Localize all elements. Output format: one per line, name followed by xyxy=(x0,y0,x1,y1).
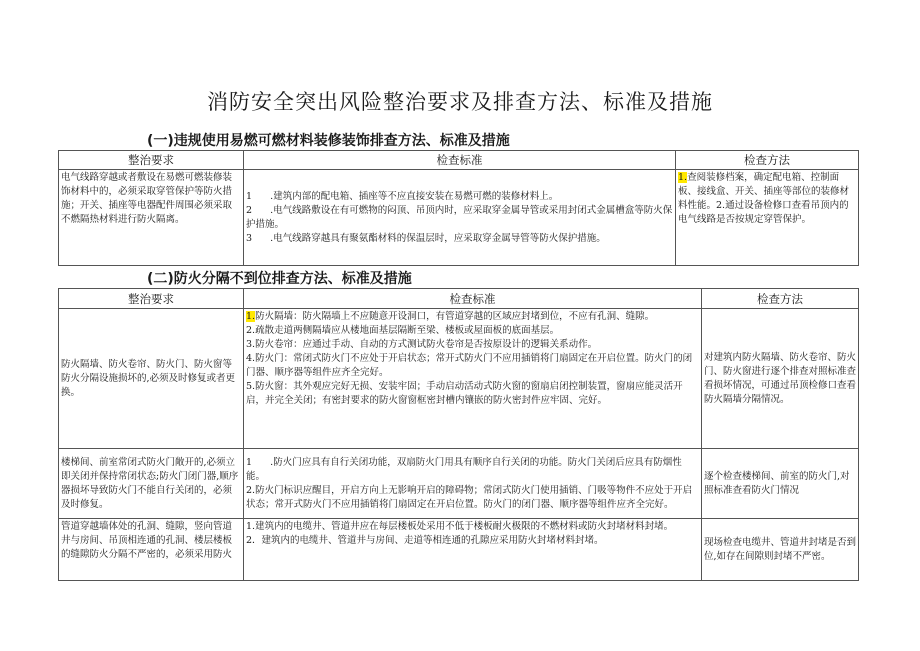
criteria-item: 4.防火门：常闭式防火门不应处于开启状态；常开式防火门不应用插销将门扇固定在开启位置。防火门的闭门器、顺序器等组件应齐全完好。 xyxy=(246,353,693,378)
section-2-table xyxy=(58,288,859,581)
criteria-item: 2.疏散走道两侧隔墙应从楼地面基层隔断至梁、楼板或屋面板的底面基层。 xyxy=(246,325,560,336)
criteria-item: 1 .防火门应具有自行关闭功能，双扇防火门用具有顺序自行关闭的功能。防火门关闭后应具有防烟性能。 xyxy=(246,456,682,482)
criteria-item: 2.防火门标识应醒目，开启方向上无影响开启的障碍物；常闭式防火门使用插销、门吸等物件不应处于开启状态；常开式防火门不应用插销将门扇固定在开启位置。防火门的闭门器、顺序器等组件应齐全完好。 xyxy=(246,484,693,510)
method-cell: 现场检查电缆井、管道井封堵是否到位,如存在间隙则封堵不严密。 xyxy=(702,519,859,581)
criteria-item: 3 .电气线路穿越具有聚氨酯材料的保温层时，应采取穿金属导管等防火保护措施。 xyxy=(246,232,606,244)
method-cell: 对建筑内防火隔墙、防火卷帘、防火门、防火窗进行逐个排查对照标准查看损坏情况，可通过吊顶检修口查看防火隔墙分隔情况。 xyxy=(702,309,859,449)
header-method: 检查方法 xyxy=(676,151,859,170)
method-text: 查阅装修档案，确定配电箱、控制面板、接线盒、开关、插座等部位的装修材料性能。2.通过设备检修口查看吊顶内的电气线路是否按规定穿管保护。 xyxy=(678,172,850,225)
criteria-item: 1.防火隔墙：防火隔墙上不应随意开设洞口，有管道穿越的区域应封堵到位，不应有孔洞、缝隙。 xyxy=(246,311,655,322)
criteria-item: 2．建筑内的电缆井、管道井与房间、走道等相连通的孔隙应采用防火封堵材料封堵。 xyxy=(246,535,604,546)
requirement-cell: 楼梯间、前室常闭式防火门敞开的,必须立即关闭并保持常闭状态;防火门闭门器,顺序器损坏导致防火门不能自行关闭的，必须及时修复。 xyxy=(59,449,244,519)
requirement-cell: 管道穿越墙体处的孔洞、缝隙，竖向管道井与房间、吊顶相连通的孔洞、楼层楼板的缝隙防火分隔不严密的，必须采用防火 xyxy=(59,519,244,581)
header-method: 检查方法 xyxy=(702,289,859,309)
criteria-cell xyxy=(244,309,702,449)
method-cell xyxy=(676,170,859,266)
header-criteria: 检查标准 xyxy=(244,289,702,309)
header-requirement: 整治要求 xyxy=(59,151,244,170)
page-title: 消防安全突出风险整治要求及排查方法、标准及措施 xyxy=(207,90,713,114)
criteria-item: 5.防火窗：其外观应完好无损、安装牢固；手动启动活动式防火窗的窗扇启闭控制装置，窗扇应能灵活开启，并完全关闭；有密封要求的防火窗窗框密封槽内镶嵌的防火密封件应牢固、完好。 xyxy=(246,381,683,406)
highlight-number: 1. xyxy=(246,311,256,322)
criteria-cell xyxy=(244,170,676,266)
requirement-cell: 防火隔墙、防火卷帘、防火门、防火窗等防火分隔设施损坏的,必须及时修复或者更换。 xyxy=(59,309,244,449)
highlight-number: 1. xyxy=(678,172,688,183)
method-cell: 逐个检查楼梯间、前室的防火门,对照标准查看防火门情况 xyxy=(702,449,859,519)
criteria-item: 2 .电气线路敷设在有可燃物的闷顶、吊顶内时，应采取穿金属导管或采用封闭式金属槽盒等防火保护措施。 xyxy=(246,204,673,230)
criteria-cell xyxy=(244,449,702,519)
criteria-item: 1 .建筑内部的配电箱、插座等不应直接安装在易燃可燃的装修材料上。 xyxy=(246,190,559,202)
section-1-title: (一)违规使用易燃可燃材料装修装饰排查方法、标准及措施 xyxy=(147,133,510,149)
header-requirement: 整治要求 xyxy=(59,289,244,309)
criteria-cell xyxy=(244,519,702,581)
section-2-title: (二)防火分隔不到位排查方法、标准及措施 xyxy=(147,271,412,287)
section-1-table xyxy=(58,150,859,266)
criteria-item: 1.建筑内的电缆井、管道井应在每层楼板处采用不低于楼板耐火极限的不燃材料或防火封堵材料封堵。 xyxy=(246,521,674,532)
header-criteria: 检查标准 xyxy=(244,151,676,170)
requirement-cell: 电气线路穿越或者敷设在易燃可燃装修装饰材料中的，必须采取穿管保护等防火措施；开关、插座等电器配件周围必须采取不燃隔热材料进行防火隔离。 xyxy=(59,170,244,266)
criteria-item: 3.防火卷帘：应通过手动、自动的方式测试防火卷帘是否按原设计的逻辑关系动作。 xyxy=(246,339,598,350)
